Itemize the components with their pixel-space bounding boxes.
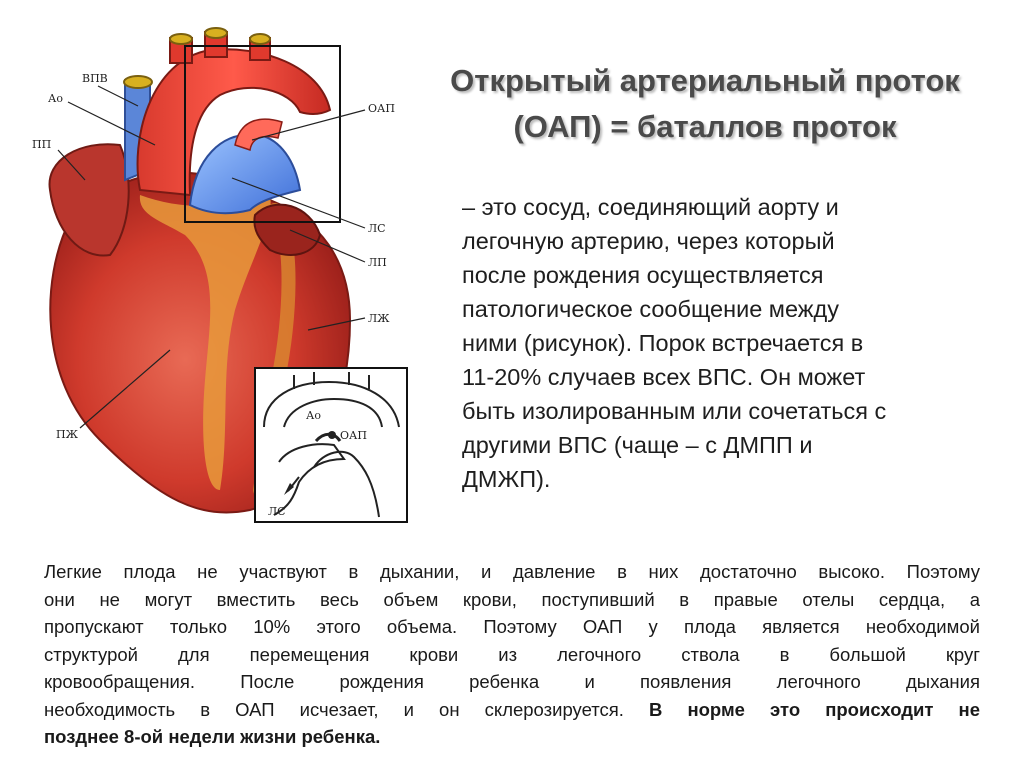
- paragraph-line: они не могут вместить весь объем крови, поступивший в правые отелы сердца, а: [44, 588, 980, 610]
- label-pp: ПП: [32, 138, 52, 151]
- description-line: ДМЖП).: [462, 466, 551, 492]
- title-line-1: Открытый артериальный проток: [450, 63, 960, 98]
- inset-label-oap: ОАП: [340, 429, 367, 442]
- description-line: другими ВПС (чаще – с ДМПП и: [462, 432, 813, 458]
- description-line: – это сосуд, соединяющий аорту и: [462, 194, 839, 220]
- paragraph-line-7: позднее 8-ой недели жизни ребенка.: [44, 726, 381, 747]
- label-ls: ЛС: [368, 222, 386, 235]
- paragraph-line: структурой для перемещения крови из легочного ствола в большой круг: [44, 643, 980, 665]
- paragraph-line-6-bold: В норме это происходит не: [649, 698, 980, 720]
- description-line: ними (рисунок). Порок встречается в: [462, 330, 864, 356]
- paragraph-line-6: [44, 696, 980, 724]
- label-lp: ЛП: [368, 256, 387, 269]
- description-line: патологическое сообщение между: [462, 296, 839, 322]
- label-lzh: ЛЖ: [368, 312, 390, 325]
- description-line: легочную артерию, через который: [462, 228, 835, 254]
- paragraph-line-6-normal: необходимость в ОАП исчезает, и он склерозируется.: [44, 698, 624, 720]
- title-line-2: (ОАП) = баталлов проток: [513, 109, 897, 144]
- label-pzh: ПЖ: [56, 428, 78, 441]
- description-line: после рождения осуществляется: [462, 262, 824, 288]
- description-line: быть изолированным или сочетаться с: [462, 398, 887, 424]
- inset-diagram: [254, 367, 408, 523]
- paragraph-line: кровообращения. После рождения ребенка и появления легочного дыхания: [44, 671, 980, 692]
- inset-label-ao: Ао: [306, 409, 321, 422]
- label-ao: Ао: [48, 92, 63, 105]
- paragraph-line: Легкие плода не участвуют в дыхании, и давление в них достаточно высоко. Поэтому: [44, 561, 980, 582]
- label-oap: ОАП: [368, 102, 395, 115]
- slide-title: [405, 58, 1005, 150]
- label-vpv: ВПВ: [82, 72, 108, 85]
- inset-label-ls: ЛС: [268, 505, 286, 518]
- bottom-paragraph: [44, 558, 980, 751]
- paragraph-line: пропускают только 10% этого объема. Поэтому ОАП у плода является необходимой: [44, 616, 980, 637]
- description-line: 11-20% случаев всех ВПС. Он может: [462, 364, 866, 390]
- description-text: [462, 190, 982, 496]
